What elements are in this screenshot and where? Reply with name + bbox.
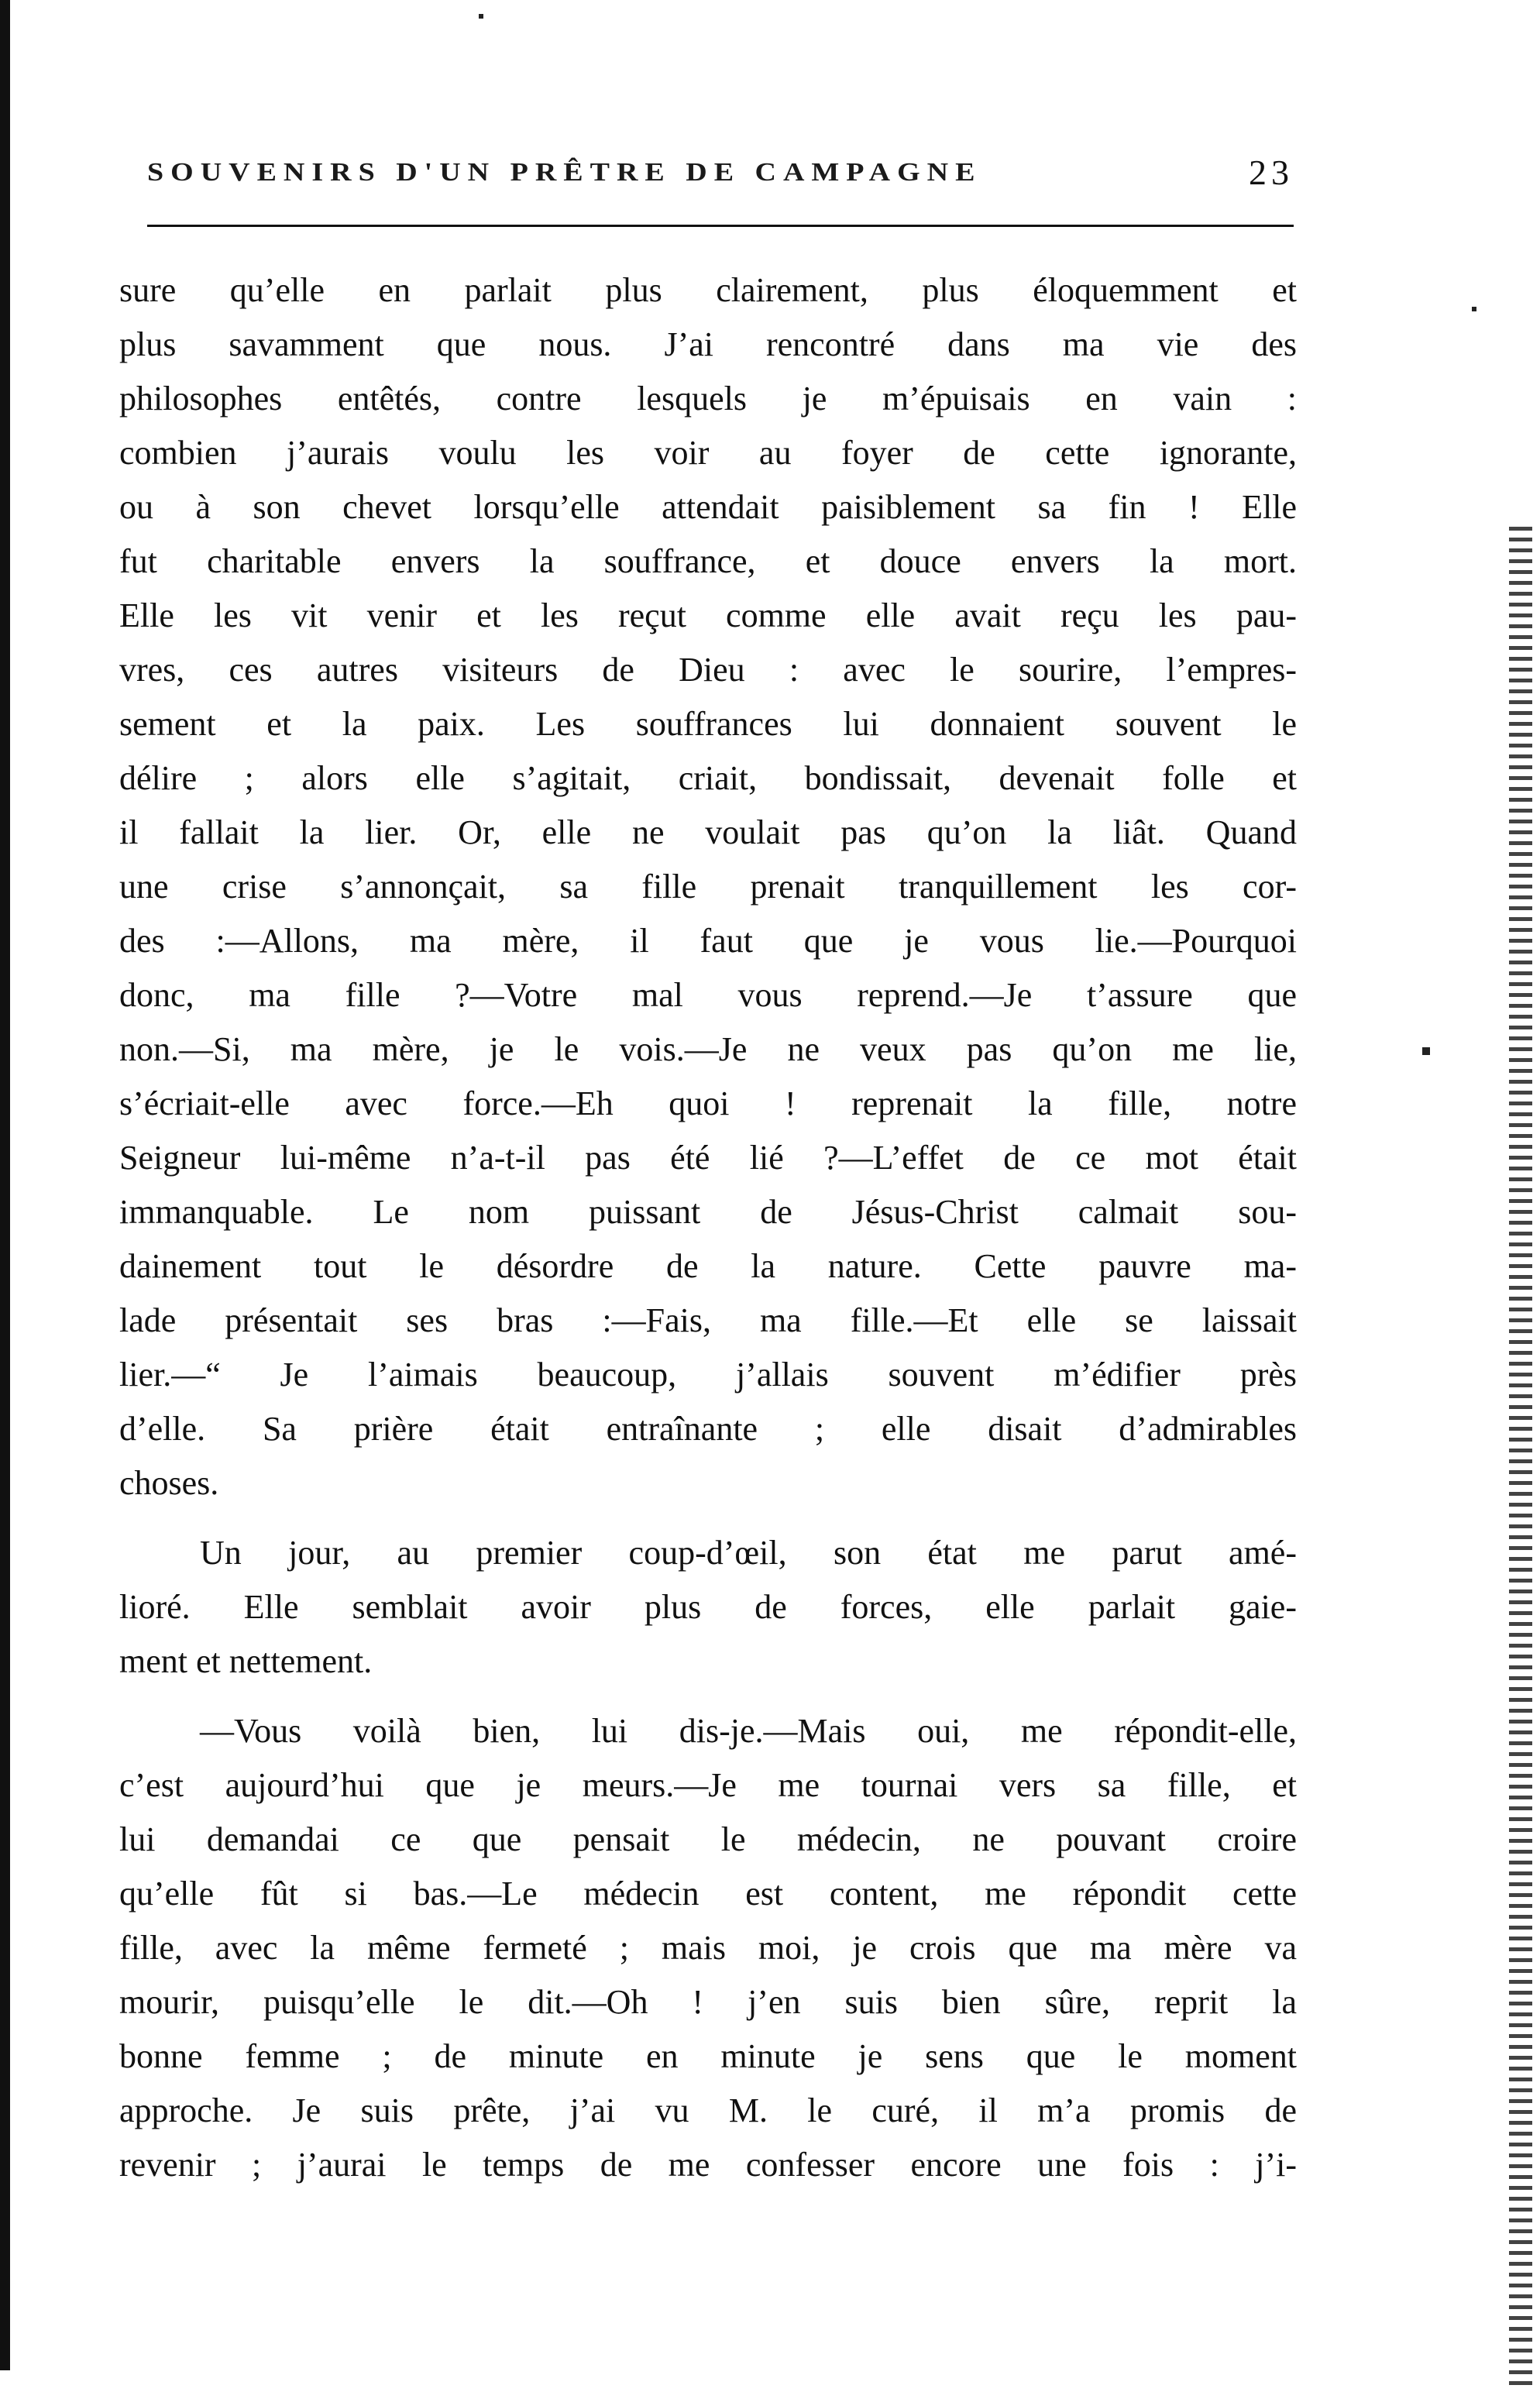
text-line: dainement tout le désordre de la nature. Cette pauvre ma-	[119, 1247, 1297, 1285]
text-line: bonne femme ; de minute en minute je sens que le moment	[119, 2037, 1297, 2075]
text-line: sement et la paix. Les souffrances lui donnaient souvent le	[119, 705, 1297, 743]
ink-speck	[1422, 1047, 1430, 1055]
text-line: ment et nettement.	[119, 1642, 373, 1680]
text-line: philosophes entêtés, contre lesquels je m’épuisais en vain :	[119, 380, 1297, 418]
ink-speck	[479, 14, 483, 19]
running-head: SOUVENIRS D'UN PRÊTRE DE CAMPAGNE	[147, 157, 982, 187]
body-text	[119, 263, 1297, 2192]
page-edge-shadow	[0, 0, 10, 2370]
paragraph-gap	[119, 1689, 1297, 1704]
text-line: lade présentait ses bras :—Fais, ma fille.—Et elle se laissait	[119, 1301, 1297, 1339]
text-line: vres, ces autres visiteurs de Dieu : avec le sourire, l’empres-	[119, 651, 1297, 689]
text-line: sure qu’elle en parlait plus clairement, plus éloquemment et	[119, 271, 1297, 309]
text-line: délire ; alors elle s’agitait, criait, bondissait, devenait folle et	[119, 759, 1297, 797]
text-line: fille, avec la même fermeté ; mais moi, je crois que ma mère va	[119, 1929, 1297, 1967]
page-number: 23	[1249, 152, 1294, 192]
text-line: revenir ; j’aurai le temps de me confesser encore une fois : j’i-	[119, 2146, 1297, 2184]
text-line: qu’elle fût si bas.—Le médecin est content, me répondit cette	[119, 1875, 1297, 1913]
text-line: lioré. Elle semblait avoir plus de forces, elle parlait gaie-	[119, 1588, 1297, 1626]
text-line: c’est aujourd’hui que je meurs.—Je me tournai vers sa fille, et	[119, 1766, 1297, 1804]
text-line: plus savamment que nous. J’ai rencontré dans ma vie des	[119, 325, 1297, 363]
text-line: combien j’aurais voulu les voir au foyer de cette ignorante,	[119, 434, 1297, 472]
text-line: lui demandai ce que pensait le médecin, ne pouvant croire	[119, 1820, 1297, 1858]
text-line: Elle les vit venir et les reçut comme elle avait reçu les pau-	[119, 596, 1297, 634]
page-header	[147, 141, 1294, 203]
header-rule	[147, 225, 1294, 227]
text-line: —Vous voilà bien, lui dis-je.—Mais oui, me répondit-elle,	[200, 1712, 1297, 1750]
paragraph-gap	[119, 1510, 1297, 1526]
ink-speck	[1472, 307, 1476, 311]
text-line: ou à son chevet lorsqu’elle attendait paisiblement sa fin ! Elle	[119, 488, 1297, 526]
paragraph-3	[119, 1704, 1297, 2192]
text-line: mourir, puisqu’elle le dit.—Oh ! j’en suis bien sûre, reprit la	[119, 1983, 1297, 2021]
text-line: non.—Si, ma mère, je le vois.—Je ne veux pas qu’on me lie,	[119, 1030, 1297, 1068]
text-line: lier.—“ Je l’aimais beaucoup, j’allais souvent m’édifier près	[119, 1356, 1297, 1394]
text-line: Seigneur lui-même n’a-t-il pas été lié ?—L’effet de ce mot était	[119, 1139, 1297, 1177]
page-gutter-noise	[1509, 527, 1532, 2386]
text-line: il fallait la lier. Or, elle ne voulait pas qu’on la liât. Quand	[119, 813, 1297, 851]
text-line: d’elle. Sa prière était entraînante ; elle disait d’admirables	[119, 1410, 1297, 1448]
text-line: des :—Allons, ma mère, il faut que je vous lie.—Pourquoi	[119, 922, 1297, 960]
text-line: fut charitable envers la souffrance, et douce envers la mort.	[119, 542, 1297, 580]
paragraph-2	[119, 1526, 1297, 1689]
text-line: immanquable. Le nom puissant de Jésus-Christ calmait sou-	[119, 1193, 1297, 1231]
text-line: choses.	[119, 1464, 219, 1502]
text-line: s’écriait-elle avec force.—Eh quoi ! reprenait la fille, notre	[119, 1084, 1297, 1122]
text-line: donc, ma fille ?—Votre mal vous reprend.—Je t’assure que	[119, 976, 1297, 1014]
text-line: une crise s’annonçait, sa fille prenait tranquillement les cor-	[119, 868, 1297, 906]
paragraph-1	[119, 263, 1297, 1510]
text-line: approche. Je suis prête, j’ai vu M. le curé, il m’a promis de	[119, 2091, 1297, 2129]
text-line: Un jour, au premier coup-d’œil, son état me parut amé-	[200, 1534, 1297, 1572]
